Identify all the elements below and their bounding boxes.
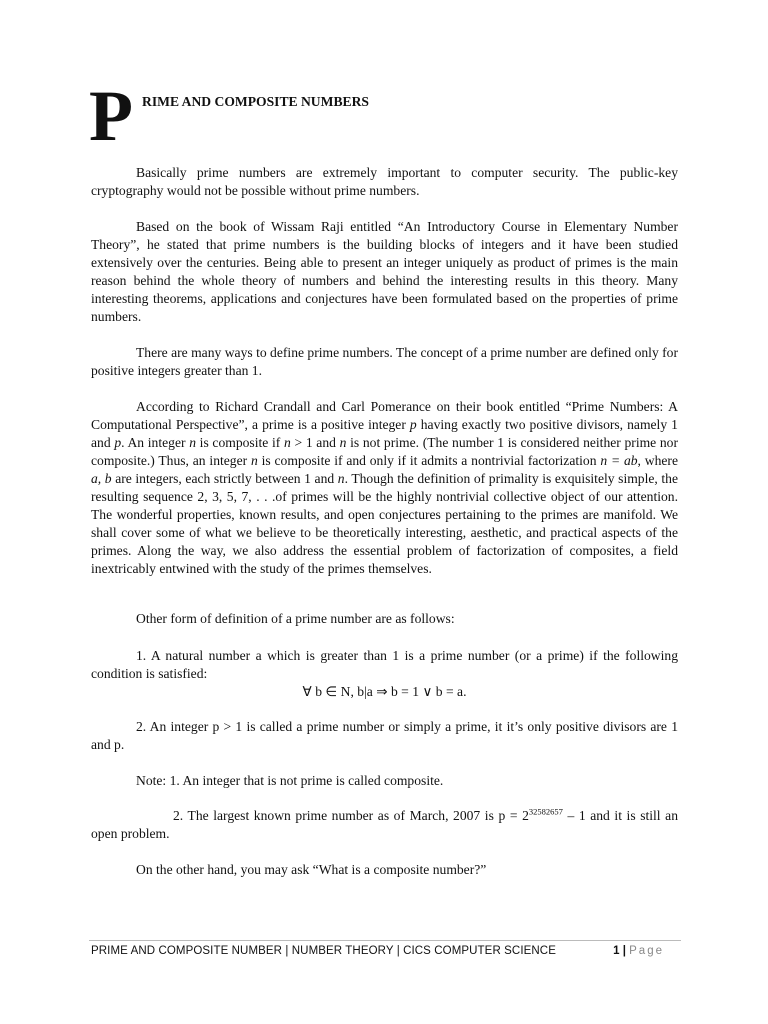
paragraph-intro: Basically prime numbers are extremely important to computer security. The public-key cryptography would not be possible without prime numbers. — [91, 165, 678, 198]
note-2: 2. The largest known prime number as of March, 2007 is $p = 2^{32582657} - 1$ and it is still an open problem. — [91, 806, 678, 841]
title-dropcap: P — [89, 76, 133, 156]
footer-divider — [89, 940, 681, 941]
paragraph-crandall: According to Richard Crandall and Carl Pomerance on their book entitled “Prime Numbers: A Computational Perspective”, a prime is a positive integer p having exactly two positive divisors, namely 1 and p. An integer n is composite if n > 1 and n is not prime. (The number 1 is considered neither prime nor composite.) Thus, an integer n is composite if and only if it admits a nontrivial factorization n = ab, where a, b are integers, each strictly between 1 and n. Though the definition of primality is exquisitely simple, the resulting sequence 2, 3, 5, 7, . . .of primes will be the highly nontrivial collective object of our attention. The wonderful properties, known results, and open conjectures pertaining to the primes are manifold. We shall cover some of what we believe to be theoretically interesting, aesthetic, and practical aspects of the primes. Along the way, we also address the essential problem of factorization of composites, a field inextricably entwined with the study of the primes themselves. — [91, 399, 679, 576]
paragraph-definitions: There are many ways to define prime numbers. The concept of a prime number are defined only for positive integers greater than 1. — [91, 345, 678, 378]
footer-page-number: 1 | Page — [613, 945, 664, 957]
paragraph-raji: Based on the book of Wissam Raji entitled “An Introductory Course in Elementary Number Theory”, he stated that prime numbers is the building blocks of integers and it have been studied extensively over the centuries. Being able to present an integer uniquely as product of primes is the main reason behind the whole theory of numbers and behind the interesting results in this theory. Many interesting theorems, applications and conjectures have been formulated based on the properties of prime numbers. — [91, 219, 678, 324]
paragraph-composite-question: On the other hand, you may ask “What is a composite number?” — [136, 862, 487, 877]
paragraph-other-forms: Other form of definition of a prime number are as follows: — [136, 611, 455, 626]
title-text: RIME AND COMPOSITE NUMBERS — [142, 94, 369, 109]
paragraph-definition-1: 1. A natural number a which is greater than 1 is a prime number (or a prime) if the following condition is satisfied: — [91, 648, 678, 681]
paragraph-definition-2: 2. An integer p > 1 is called a prime number or simply a prime, it it’s only positive divisors are 1 and p. — [91, 719, 678, 752]
section-title — [89, 76, 689, 156]
formula: ∀ b ∈ N, b|a ⇒ b = 1 ∨ b = a. — [302, 684, 467, 699]
footer-title: PRIME AND COMPOSITE NUMBER | NUMBER THEORY | CICS COMPUTER SCIENCE — [91, 945, 556, 957]
note-1: Note: 1. An integer that is not prime is called composite. — [136, 773, 444, 788]
